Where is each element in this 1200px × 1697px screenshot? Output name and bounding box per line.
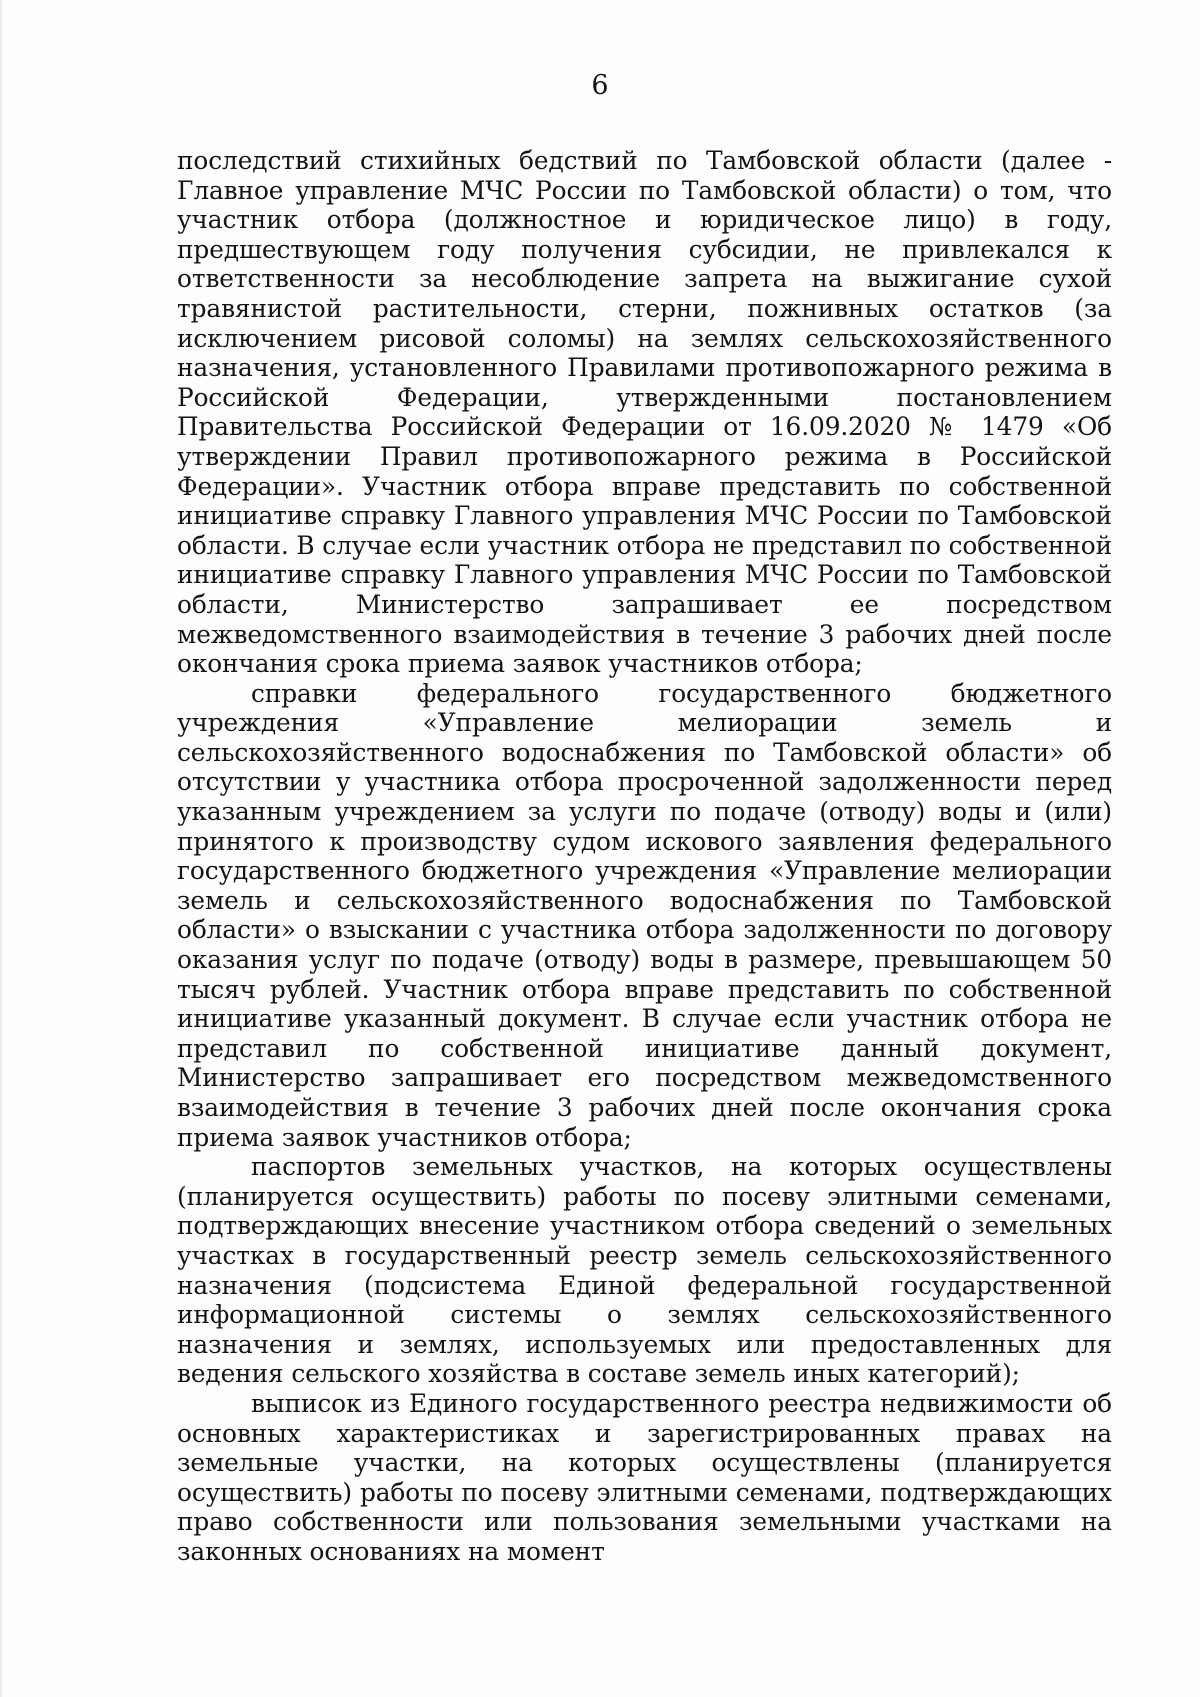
paragraph-continuation: последствий стихийных бедствий по Тамбовской области (далее - Главное управление МЧС России по Тамбовской области) о том, что участник отбора (должностное и юридическое лицо) в году, предшествующем году получения субсидии, не привлекался к ответственности за несоблюдение запрета на выжигание сухой травянистой растительности, стерни, пожнивных остатков (за исключением рисовой соломы) на землях сельскохозяйственного назначения, установленного Правилами противопожарного режима в Российской Федерации, утвержденными постановлением Правительства Российской Федерации от 16.09.2020 № 1479 «Об утверждении Правил противопожарного режима в Российской Федерации». Участник отбора вправе представить по собственной инициативе справку Главного управления МЧС России по Тамбовской области. В случае если участник отбора не представил по собственной инициативе справку Главного управления МЧС России по Тамбовской области, Министерство запрашивает ее посредством межведомственного взаимодействия в течение 3 рабочих дней после окончания срока приема заявок участников отбора; <box>177 146 1113 679</box>
scan-edge-shadow <box>0 0 3 1697</box>
paragraph-land-passports: паспортов земельных участков, на которых осуществлены (планируется осуществить) работы по посеву элитными семенами, подтверждающих внесение участником отбора сведений о земельных участках в государственный реестр земель сельскохозяйственного назначения (подсистема Единой федеральной государственной информационной системы о землях сельскохозяйственного назначения и землях, используемых или предоставленных для ведения сельского хозяйства в составе земель иных категорий); <box>177 1152 1112 1389</box>
page-number: 6 <box>591 70 609 101</box>
paragraph-registry-extracts: выписок из Единого государственного реестра недвижимости об основных характеристиках и зарегистрированных правах на земельные участки, на которых осуществлены (планируется осуществить) работы по посеву элитными семенами, подтверждающих право собственности или пользования земельными участками на законных основаниях на момент <box>177 1388 1112 1566</box>
paragraph-reclamation-certificate: справки федерального государственного бюджетного учреждения «Управление мелиорации земель и сельскохозяйственного водоснабжения по Тамбовской области» об отсутствии у участника отбора просроченной задолженности перед указанным учреждением за услуги по подаче (отводу) воды и (или) принятого к производству судом искового заявления федерального государственного бюджетного учреждения «Управление мелиорации земель и сельскохозяйственного водоснабжения по Тамбовской области» о взыскании с участника отбора задолженности по договору оказания услуг по подаче (отводу) воды в размере, превышающем 50 тысяч рублей. Участник отбора вправе представить по собственной инициативе указанный документ. В случае если участник отбора не представил по собственной инициативе данный документ, Министерство запрашивает его посредством межведомственного взаимодействия в течение 3 рабочих дней после окончания срока приема заявок участников отбора; <box>177 678 1112 1152</box>
document-body <box>177 146 1112 1567</box>
